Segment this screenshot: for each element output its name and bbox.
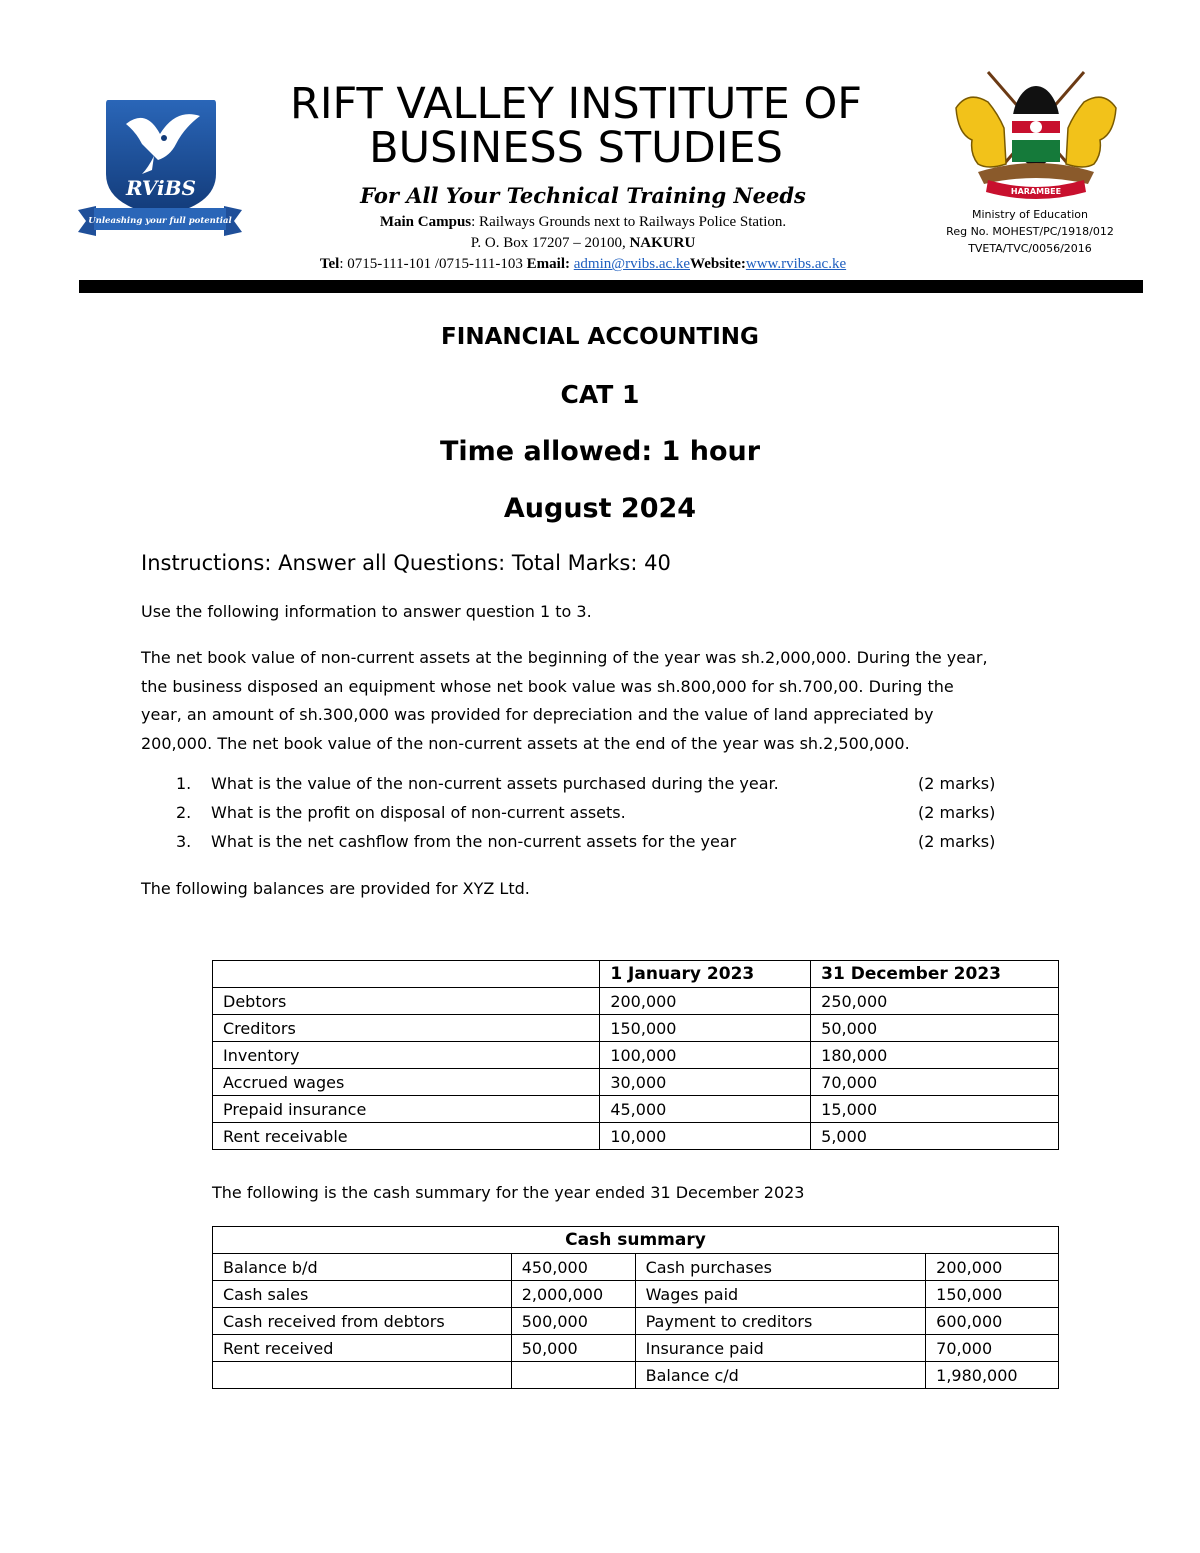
town: NAKURU xyxy=(629,235,696,251)
tel-label: Tel xyxy=(319,256,340,272)
question-text: What is the value of the non-current assets purchased during the year. xyxy=(211,774,779,793)
table-cell: 10,000 xyxy=(600,1123,811,1150)
table-row xyxy=(213,1015,1059,1042)
table-cell: 15,000 xyxy=(811,1096,1059,1123)
subject-title: FINANCIAL ACCOUNTING xyxy=(441,324,759,350)
paragraph-line: The net book value of non-current assets at the beginning of the year was sh.2,000,000. During the year, xyxy=(141,648,988,667)
time-allowed: Time allowed: 1 hour xyxy=(439,436,761,467)
coat-motto: HARAMBEE xyxy=(1010,187,1062,196)
table-cell: Rent received xyxy=(213,1335,512,1362)
column-header: 1 January 2023 xyxy=(600,961,811,988)
reg-number: Reg No. MOHEST/PC/1918/012 xyxy=(946,225,1114,238)
tagline: For All Your Technical Training Needs xyxy=(360,183,806,208)
table-row xyxy=(213,1123,1059,1150)
institute-name-line2: BUSINESS STUDIES xyxy=(369,123,783,173)
table-cell: 100,000 xyxy=(600,1042,811,1069)
table-cell: Cash received from debtors xyxy=(213,1308,512,1335)
table-cell: 500,000 xyxy=(511,1308,635,1335)
table-cell: 30,000 xyxy=(600,1069,811,1096)
question-item xyxy=(176,774,1016,802)
table-cell: Inventory xyxy=(213,1042,600,1069)
table-cell: 45,000 xyxy=(600,1096,811,1123)
table-cell: Accrued wages xyxy=(213,1069,600,1096)
table-cell: 180,000 xyxy=(811,1042,1059,1069)
website-link[interactable]: www.rvibs.ac.ke xyxy=(745,256,847,272)
campus-label: Main Campus xyxy=(379,214,472,230)
campus-text: : Railways Grounds next to Railways Police Station. xyxy=(471,214,787,230)
cash-summary-table xyxy=(212,1226,1059,1389)
institute-name-line1: RIFT VALLEY INSTITUTE OF xyxy=(289,79,863,129)
table-cell: 5,000 xyxy=(811,1123,1059,1150)
ministry: Ministry of Education xyxy=(971,208,1088,221)
table-cell: 600,000 xyxy=(926,1308,1059,1335)
table-row xyxy=(213,1254,1059,1281)
address-line xyxy=(250,235,916,252)
table-cell: 50,000 xyxy=(511,1335,635,1362)
table-cell: 250,000 xyxy=(811,988,1059,1015)
column-header: 31 December 2023 xyxy=(811,961,1059,988)
cat-title: CAT 1 xyxy=(560,380,640,409)
table-row xyxy=(213,988,1059,1015)
question-marks: (2 marks) xyxy=(918,803,996,822)
table-cell: 2,000,000 xyxy=(511,1281,635,1308)
table-cell xyxy=(213,1362,512,1389)
website-label: Website: xyxy=(690,256,746,272)
paragraph-line: year, an amount of sh.300,000 was provided for depreciation and the value of land appreciated by xyxy=(141,705,934,724)
instructions: Instructions: Answer all Questions: Total Marks: 40 xyxy=(141,551,671,575)
table-row xyxy=(213,1042,1059,1069)
table-row xyxy=(213,1362,1059,1389)
question-item xyxy=(176,832,1016,860)
campus-line xyxy=(250,214,916,231)
logo-name: RViBS xyxy=(125,176,197,200)
contact-line xyxy=(250,256,916,273)
question-number: 1. xyxy=(176,774,192,793)
institute-name xyxy=(250,79,902,173)
table-caption-row xyxy=(213,1227,1059,1254)
paragraph-line: the business disposed an equipment whose net book value was sh.800,000 for sh.700,00. During the xyxy=(141,676,954,696)
table-cell: Creditors xyxy=(213,1015,600,1042)
table-cell: Prepaid insurance xyxy=(213,1096,600,1123)
tel-text: : 0715-111-101 /0715-111-103 xyxy=(339,256,523,272)
table-cell: 150,000 xyxy=(600,1015,811,1042)
table-cell: 1,980,000 xyxy=(926,1362,1059,1389)
table-cell: 70,000 xyxy=(926,1335,1059,1362)
table-cell: 50,000 xyxy=(811,1015,1059,1042)
exam-date: August 2024 xyxy=(503,493,697,524)
logo-motto: Unleashing your full potential xyxy=(88,216,232,226)
column-header xyxy=(213,961,600,988)
table-cell: 150,000 xyxy=(926,1281,1059,1308)
table-cell: Wages paid xyxy=(635,1281,926,1308)
table-caption: Cash summary xyxy=(213,1227,1059,1254)
table-cell: 70,000 xyxy=(811,1069,1059,1096)
table-row xyxy=(213,1335,1059,1362)
rvibs-logo xyxy=(76,94,244,240)
question-number: 2. xyxy=(176,803,192,822)
table-cell: Rent receivable xyxy=(213,1123,600,1150)
table-cell: 200,000 xyxy=(926,1254,1059,1281)
question-marks: (2 marks) xyxy=(918,832,996,851)
table-row xyxy=(213,1096,1059,1123)
intro-text: Use the following information to answer question 1 to 3. xyxy=(141,602,592,621)
table-header-row xyxy=(213,961,1059,988)
table-cell: Cash purchases xyxy=(635,1254,926,1281)
balances-intro: The following balances are provided for XYZ Ltd. xyxy=(141,879,530,898)
question-paragraph xyxy=(141,644,1081,758)
question-text: What is the net cashflow from the non-current assets for the year xyxy=(211,832,737,851)
table-row xyxy=(213,1281,1059,1308)
table-cell: Balance b/d xyxy=(213,1254,512,1281)
question-item xyxy=(176,803,1016,831)
paragraph-line: 200,000. The net book value of the non-current assets at the end of the year was sh.2,500,000. xyxy=(141,733,910,753)
question-text: What is the profit on disposal of non-current assets. xyxy=(211,803,626,822)
question-marks: (2 marks) xyxy=(918,774,996,793)
table-cell: Insurance paid xyxy=(635,1335,926,1362)
email-link[interactable]: admin@rvibs.ac.ke xyxy=(573,256,691,272)
table-cell: 200,000 xyxy=(600,988,811,1015)
cash-intro: The following is the cash summary for the year ended 31 December 2023 xyxy=(212,1183,805,1202)
balances-table xyxy=(212,960,1059,1150)
po-box: P. O. Box 17207 – 20100, xyxy=(470,235,626,251)
table-cell: 450,000 xyxy=(511,1254,635,1281)
header-divider xyxy=(79,280,1143,293)
table-cell xyxy=(511,1362,635,1389)
table-cell: Debtors xyxy=(213,988,600,1015)
email-label: Email: xyxy=(526,256,571,272)
kenya-coat-of-arms xyxy=(948,68,1124,200)
table-cell: Balance c/d xyxy=(635,1362,926,1389)
tveta-number: TVETA/TVC/0056/2016 xyxy=(968,242,1092,255)
table-row xyxy=(213,1308,1059,1335)
question-number: 3. xyxy=(176,832,192,851)
table-cell: Payment to creditors xyxy=(635,1308,926,1335)
table-row xyxy=(213,1069,1059,1096)
table-cell: Cash sales xyxy=(213,1281,512,1308)
